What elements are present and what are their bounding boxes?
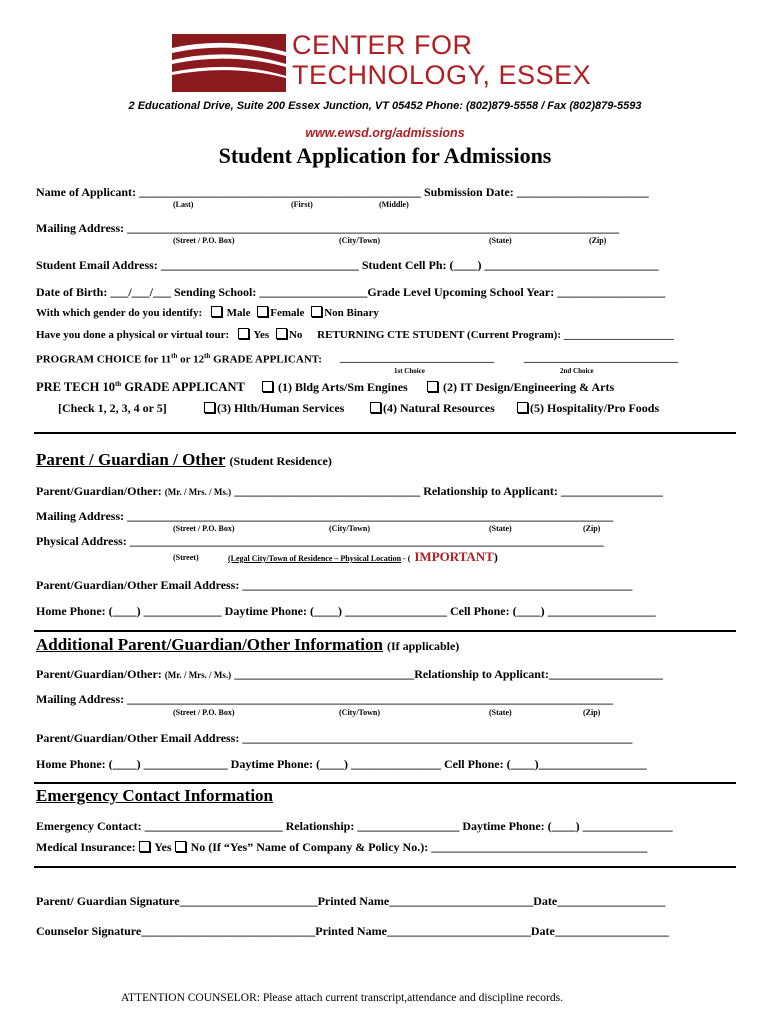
sub-zip: (Zip) — [583, 524, 601, 533]
insurance-no-label[interactable]: No (If “Yes” Name of Company & Policy No.): ____________________________________ — [190, 840, 648, 854]
sub-last: (Last) — [173, 200, 194, 209]
program-label: or 12 — [177, 353, 205, 366]
insurance-no-option[interactable] — [175, 840, 648, 854]
opt1-option[interactable] — [262, 380, 408, 395]
medical-insurance-row — [36, 840, 647, 855]
emergency-contact-row — [36, 819, 673, 834]
additional-heading-suffix: (If applicable) — [386, 639, 460, 653]
logo-mark — [172, 34, 286, 92]
name-label: Name of Applicant: — [36, 185, 136, 199]
choice1-label: 1st Choice — [394, 367, 425, 375]
email-label: Student Email Address: — [36, 258, 158, 272]
sub-state: (State) — [489, 236, 512, 245]
sub-first: (First) — [291, 200, 313, 209]
additional-name-field[interactable]: ______________________________ — [234, 667, 415, 681]
dob-row — [36, 285, 665, 300]
parent-email-field[interactable]: _________________________________________________________________ — [242, 578, 633, 592]
email-row — [36, 258, 658, 273]
divider — [34, 630, 736, 632]
tour-row — [36, 328, 674, 341]
checkbox-icon[interactable] — [517, 402, 528, 413]
pretech-text: PRE TECH 10 — [36, 380, 115, 395]
grade-level-field[interactable]: Grade Level Upcoming School Year: __________________ — [367, 285, 666, 299]
checkbox-icon[interactable] — [257, 306, 268, 317]
choice2-label: 2nd Choice — [560, 367, 594, 375]
sub-middle: (Middle) — [379, 200, 409, 209]
parent-email-label: Parent/Guardian/Other Email Address: — [36, 578, 240, 592]
sub-city: (City/Town) — [339, 236, 381, 245]
sub-city: (City/Town) — [339, 708, 381, 717]
mailing-label: Mailing Address: — [36, 692, 125, 706]
header-address: 2 Educational Drive, Suite 200 Essex Junction, VT 05452 Phone: (802)879-5558 / Fax (802)879-5593 — [128, 100, 642, 112]
pgo-titles: (Mr. / Mrs. / Ms.) — [164, 487, 232, 497]
tour-yes-label: Yes — [253, 329, 270, 341]
pretech-sup: th — [114, 380, 122, 388]
checkbox-icon[interactable] — [204, 402, 215, 413]
parent-heading-suffix: (Student Residence) — [229, 454, 332, 468]
logo-line2: TECHNOLOGY, ESSEX — [292, 60, 592, 90]
divider — [34, 782, 736, 784]
parent-signature-row[interactable]: Parent/ Guardian Signature_______________________Printed Name________________________Date__________________ — [36, 894, 666, 908]
additional-email-field[interactable]: _________________________________________________________________ — [242, 731, 633, 745]
daytime-phone-field[interactable]: Daytime Phone: (____) _______________ — [230, 757, 441, 771]
sub-state: (State) — [489, 524, 512, 533]
additional-mailing-row — [36, 692, 613, 707]
emergency-heading: Emergency Contact Information — [36, 786, 274, 805]
applicant-name-row — [36, 185, 649, 200]
additional-relationship-field[interactable]: Relationship to Applicant:___________________ — [414, 667, 663, 681]
emergency-phone-field[interactable]: Daytime Phone: (____) _______________ — [462, 819, 673, 833]
opt3-option[interactable] — [204, 401, 344, 416]
insurance-yes-label: Yes — [154, 840, 172, 854]
sub-street: (Street / P.O. Box) — [173, 708, 235, 717]
gender-row — [36, 306, 379, 319]
checkbox-icon[interactable] — [311, 306, 322, 317]
pgo-titles: (Mr. / Mrs. / Ms.) — [164, 670, 232, 680]
opt5-label: (5) Hospitality/Pro Foods — [530, 401, 660, 415]
insurance-label: Medical Insurance: — [36, 840, 136, 854]
opt1-label: (1) Bldg Arts/Sm Engines — [278, 380, 408, 394]
opt2-option[interactable] — [427, 380, 614, 395]
submission-date-field[interactable]: ______________________ — [516, 185, 649, 199]
gender-male-option[interactable] — [211, 307, 251, 319]
home-phone-field[interactable]: Home Phone: (____) ______________ — [36, 757, 228, 771]
pgo-name-field[interactable]: _______________________________ — [234, 484, 421, 498]
parent-phone-row — [36, 604, 656, 619]
website-link[interactable]: www.ewsd.org/admissions — [305, 126, 465, 140]
checkbox-icon[interactable] — [238, 328, 249, 339]
close-paren: ) — [493, 550, 498, 564]
physical-address-row — [36, 534, 604, 549]
returning-student-field[interactable]: RETURNING CTE STUDENT (Current Program): ____________________ — [317, 329, 674, 341]
program-sup: th — [204, 352, 211, 360]
parent-heading-text: Parent / Guardian / Other — [36, 450, 226, 469]
parent-name-row — [36, 484, 663, 499]
dob-field[interactable]: Date of Birth: ___/___/___ — [36, 285, 171, 299]
emergency-relationship-field[interactable]: Relationship: _________________ — [285, 819, 460, 833]
emergency-contact-field[interactable]: Emergency Contact: _______________________ — [36, 819, 283, 833]
choice2-field[interactable]: ____________________________ — [524, 352, 678, 364]
program-label: PROGRAM CHOICE for 11 — [36, 353, 172, 366]
tour-label: Have you done a physical or virtual tour: — [36, 329, 230, 341]
parent-heading — [36, 450, 332, 470]
gender-nonbinary-option[interactable] — [311, 307, 379, 319]
opt2-label: (2) IT Design/Engineering & Arts — [443, 380, 615, 394]
additional-phone-row — [36, 757, 647, 772]
check-instruction: [Check 1, 2, 3, 4 or 5] — [58, 401, 167, 415]
daytime-phone-field[interactable]: Daytime Phone: (____) _________________ — [224, 604, 447, 618]
sub-street: (Street / P.O. Box) — [173, 524, 235, 533]
legal-dash: - ( — [401, 554, 411, 563]
mailing-label: Mailing Address: — [36, 221, 125, 235]
program-sup: th — [171, 352, 178, 360]
additional-email-label: Parent/Guardian/Other Email Address: — [36, 731, 240, 745]
additional-name-row — [36, 667, 663, 682]
home-phone-field[interactable]: Home Phone: (____) _____________ — [36, 604, 222, 618]
cell-phone-field[interactable]: Cell Phone: (____) __________________ — [449, 604, 656, 618]
counselor-signature-row[interactable]: Counselor Signature_____________________________Printed Name________________________Date___________________ — [36, 924, 669, 938]
checkbox-icon[interactable] — [370, 402, 381, 413]
attention-note: ATTENTION COUNSELOR: Please attach current transcript,attendance and discipline records. — [121, 992, 563, 1004]
checkbox-icon[interactable] — [427, 381, 438, 392]
checkbox-icon[interactable] — [262, 381, 273, 392]
sub-state: (State) — [489, 708, 512, 717]
pgo-label: Parent/Guardian/Other: — [36, 484, 162, 498]
additional-heading — [36, 635, 459, 655]
legal-residence-note — [228, 548, 498, 566]
gender-female-option[interactable] — [257, 307, 304, 319]
sub-city: (City/Town) — [329, 524, 371, 533]
divider — [34, 866, 736, 868]
logo-line1: CENTER FOR — [292, 30, 473, 60]
mailing-field[interactable]: __________________________________________________________________________________ — [127, 221, 620, 235]
name-field[interactable]: _______________________________________________ — [139, 185, 421, 199]
opt4-option[interactable] — [370, 401, 495, 416]
parent-mailing-field[interactable]: _________________________________________________________________________________ — [127, 509, 614, 523]
pgo-label: Parent/Guardian/Other: — [36, 667, 162, 681]
cell-label: Student Cell Ph: (____) — [361, 258, 482, 272]
checkbox-icon[interactable] — [211, 306, 222, 317]
relationship-field[interactable]: Relationship to Applicant: _________________ — [423, 484, 663, 498]
parent-mailing-row — [36, 509, 613, 524]
program-choice-row — [36, 352, 322, 366]
tour-no-option[interactable] — [276, 329, 302, 341]
pretech-label — [36, 380, 245, 395]
physical-address-field[interactable]: _______________________________________________________________________________ — [129, 534, 604, 548]
physical-label: Physical Address: — [36, 534, 127, 548]
mailing-row — [36, 221, 619, 236]
sub-zip: (Zip) — [589, 236, 607, 245]
gender-label: With which gender do you identify: — [36, 307, 203, 319]
checkbox-icon[interactable] — [175, 841, 186, 852]
opt4-label: (4) Natural Resources — [383, 401, 495, 415]
divider — [34, 432, 736, 434]
cell-field[interactable]: _____________________________ — [484, 258, 659, 272]
opt3-label: (3) Hlth/Human Services — [217, 401, 345, 415]
legal-residence-text: (Legal City/Town of Residence – Physical Location — [228, 554, 402, 563]
gender-female-label: Female — [270, 307, 305, 319]
important-note: IMPORTANT — [414, 549, 494, 564]
email-field[interactable]: _________________________________ — [160, 258, 359, 272]
choice1-field[interactable]: ____________________________ — [340, 352, 494, 364]
opt5-option[interactable] — [517, 401, 659, 416]
additional-email-row — [36, 731, 632, 746]
cell-phone-field[interactable]: Cell Phone: (____)__________________ — [443, 757, 647, 771]
gender-nonbinary-label: Non Binary — [324, 307, 379, 319]
gender-male-label: Male — [226, 307, 251, 319]
additional-mailing-field[interactable]: _________________________________________________________________________________ — [127, 692, 614, 706]
pretech-text: GRADE APPLICANT — [121, 380, 245, 395]
sub-street-physical: (Street) — [173, 553, 199, 562]
checkbox-icon[interactable] — [139, 841, 150, 852]
page-title: Student Application for Admissions — [218, 143, 552, 168]
sub-street: (Street / P.O. Box) — [173, 236, 235, 245]
insurance-yes-option[interactable] — [139, 840, 172, 854]
parent-email-row — [36, 578, 632, 593]
submission-date-label: Submission Date: — [424, 185, 514, 199]
tour-no-label: No — [288, 329, 303, 341]
checkbox-icon[interactable] — [276, 328, 287, 339]
additional-heading-text: Additional Parent/Guardian/Other Information — [36, 635, 383, 654]
sending-school-field[interactable]: Sending School: __________________ — [173, 285, 368, 299]
mailing-label: Mailing Address: — [36, 509, 125, 523]
program-label: GRADE APPLICANT: — [210, 353, 322, 366]
tour-yes-option[interactable] — [238, 329, 269, 341]
sub-zip: (Zip) — [583, 708, 601, 717]
